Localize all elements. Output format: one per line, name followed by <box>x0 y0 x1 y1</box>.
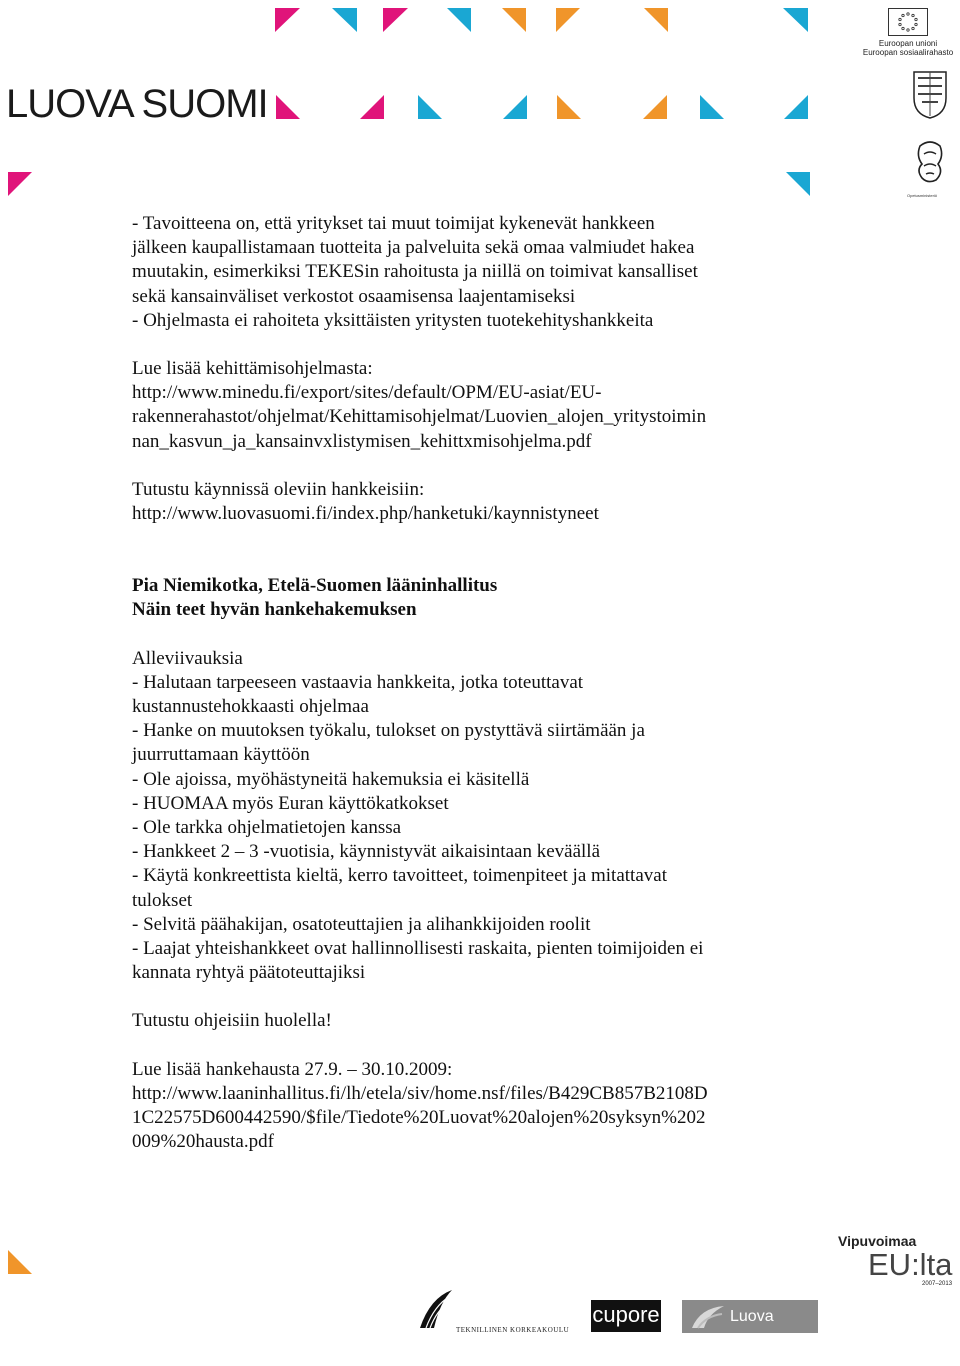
vipuvoimaa-logo <box>838 1233 956 1293</box>
eu-label-line1: Euroopan unioni <box>878 39 938 48</box>
vipuvoimaa-years: 2007–2013 <box>922 1281 953 1287</box>
list-line: - Ole ajoissa, myöhästyneitä hakemuksia ei käsitellä <box>132 768 530 790</box>
triangle-magenta-3 <box>276 95 300 119</box>
list-line: - Selvitä päähakijan, osatoteuttajien ja alihankkijoiden roolit <box>132 913 591 935</box>
triangle-magenta-5 <box>8 172 32 196</box>
intro-line: sekä kansainväliset verkostot osaamisensa laajentamiseksi <box>132 285 576 307</box>
speaker-heading: Pia Niemikotka, Etelä-Suomen lääninhallitus <box>132 575 498 597</box>
triangle-orange-3 <box>644 8 668 32</box>
list-line: - Laajat yhteishankkeet ovat hallinnollisesti raskaita, pienten toimijoiden ei <box>132 938 704 960</box>
triangle-teal-7 <box>784 95 808 119</box>
triangle-teal-4 <box>418 95 442 119</box>
intro-line: - Ohjelmasta ei rahoiteta yksittäisten yritysten tuotekehityshankkeita <box>132 309 654 331</box>
triangle-orange-5 <box>643 95 667 119</box>
list-line: - Halutaan tarpeeseen vastaavia hankkeita, jotka toteuttavat <box>132 671 584 693</box>
triangle-orange-1 <box>502 8 526 32</box>
eu-logo <box>862 8 954 57</box>
guidance-text: Tutustu ohjeisiin huolella! <box>132 1010 332 1032</box>
main-content <box>132 212 792 1155</box>
list-line: - Hanke on muutoksen työkalu, tulokset on pystyttävä siirtämään ja <box>132 720 645 742</box>
triangle-magenta-1 <box>275 8 300 32</box>
projects-label: Tutustu käynnissä oleviin hankkeisiin: <box>132 478 425 500</box>
list-heading: Alleviivauksia <box>132 647 243 669</box>
list-line: - HUOMAA myös Euran käyttökatkokset <box>132 792 449 814</box>
triangle-orange-4 <box>557 95 581 119</box>
coat-of-arms-icon <box>910 68 950 120</box>
lion-crest-icon <box>910 136 950 188</box>
eu-label-line2: Euroopan sosiaalirahasto <box>862 48 954 57</box>
list-line: - Hankkeet 2 – 3 -vuotisia, käynnistyvät aikaisintaan keväällä <box>132 841 600 863</box>
tkk-label: TEKNILLINEN KORKEAKOULU <box>456 1326 570 1334</box>
tkk-emblem-icon <box>416 1288 456 1332</box>
list-line: juurruttamaan käyttöön <box>132 744 310 766</box>
list-line: tulokset <box>132 889 193 911</box>
tkk-logo <box>416 1288 576 1336</box>
decorative-triangles <box>0 0 820 200</box>
luova-tampere-logo <box>682 1300 818 1358</box>
vipuvoimaa-title: Vipuvoimaa <box>838 1233 917 1249</box>
list-line: - Ole tarkka ohjelmatietojen kanssa <box>132 817 402 839</box>
intro-line: muutakin, esimerkiksi TEKESin rahoitusta ja niillä on toimivat kansalliset <box>132 261 698 283</box>
vipuvoimaa-eu: EU:lta <box>868 1247 953 1282</box>
luova-tampere-emblem-icon <box>688 1302 728 1332</box>
intro-line: - Tavoitteena on, että yritykset tai muut toimijat kykenevät hankkeen <box>132 213 655 234</box>
triangle-teal-1 <box>332 8 357 32</box>
more-label: Lue lisää hankehausta 27.9. – 30.10.2009: <box>132 1058 453 1080</box>
triangle-teal-6 <box>700 95 724 119</box>
more-url[interactable]: 1C22575D600442590/$file/Tiedote%20Luovat%20alojen%20syksyn%202 <box>132 1107 706 1129</box>
read-more-label: Lue lisää kehittämisohjelmasta: <box>132 358 373 380</box>
cupore-logo: cupore <box>591 1300 661 1332</box>
read-more-url[interactable]: nan_kasvun_ja_kansainvxlistymisen_kehittxmisohjelma.pdf <box>132 430 592 452</box>
more-url[interactable]: 009%20hausta.pdf <box>132 1131 274 1153</box>
projects-url[interactable]: http://www.luovasuomi.fi/index.php/hanketuki/kaynnistyneet <box>132 503 599 525</box>
more-url[interactable]: http://www.laaninhallitus.fi/lh/etela/siv/home.nsf/files/B429CB857B2108D <box>132 1082 708 1104</box>
read-more-url[interactable]: http://www.minedu.fi/export/sites/default/OPM/EU-asiat/EU- <box>132 382 602 404</box>
brand-logo-luova-suomi: LUOVA SUOMI <box>6 82 268 126</box>
triangle-magenta-4 <box>360 95 384 119</box>
read-more-url[interactable]: rakennerahastot/ohjelmat/Kehittamisohjelmat/Luovien_alojen_yritystoimin <box>132 406 707 428</box>
triangle-teal-8 <box>786 172 810 196</box>
intro-line: jälkeen kaupallistamaan tuotteita ja palveluita sekä omaa valmiudet hakea <box>132 237 695 259</box>
triangle-teal-3 <box>783 8 808 32</box>
triangle-magenta-2 <box>383 8 408 32</box>
talk-title: Näin teet hyvän hankehakemuksen <box>132 599 417 621</box>
eu-flag-icon <box>888 8 928 36</box>
luova-tampere-label: Luova Tampere <box>682 1308 774 1358</box>
triangle-teal-5 <box>503 95 527 119</box>
list-line: kannata ryhtyä päätoteuttajiksi <box>132 962 366 984</box>
crest-label: Opetusministeriö <box>907 193 938 198</box>
list-line: kustannustehokkaasti ohjelmaa <box>132 696 369 718</box>
triangle-teal-2 <box>447 8 471 32</box>
triangle-orange-2 <box>556 8 580 32</box>
footer-triangle-orange <box>6 1248 46 1288</box>
list-line: - Käytä konkreettista kieltä, kerro tavoitteet, toimenpiteet ja mitattavat <box>132 865 667 887</box>
